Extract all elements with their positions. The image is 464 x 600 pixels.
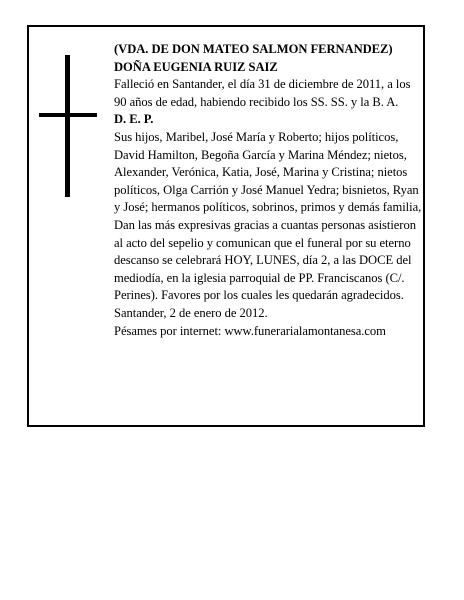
family-paragraph: Sus hijos, Maribel, José María y Roberto; hijos políticos, David Hamilton, Begoña García y Marina Méndez; nietos, Alexander, Verónica, Katia, José, Marina y Cristina; nietos políticos, Olga Carrión y José Manuel Yedra; bisnietos, Ryan y José; hermanos políticos, sobrinos, primos y demás familia, — [114, 129, 422, 215]
deceased-name: DOÑA EUGENIA RUIZ SAIZ — [114, 59, 278, 74]
thanks-paragraph: Dan las más expresivas gracias a cuantas personas asistieron al acto del sepelio y comunican que el funeral por su eterno descanso se celebrará HOY, LUNES, día 2, a las DOCE del mediodía, en la iglesia parroquial de PP. Franciscanos (C/. Perines). Favores por los cuales les quedarán agradecidos. — [114, 217, 416, 303]
cross-horizontal-bar — [39, 113, 97, 117]
latin-cross-icon — [39, 55, 97, 197]
notice-text — [114, 41, 422, 340]
condolences-line: Pésames por internet: www.funerarialamontanesa.com — [114, 323, 386, 338]
place-date: Santander, 2 de enero de 2012. — [114, 305, 268, 320]
cross-vertical-bar — [65, 55, 70, 197]
obituary-notice — [27, 25, 425, 427]
widow-line: (VDA. DE DON MATEO SALMON FERNANDEZ) — [114, 42, 393, 56]
death-paragraph: Falleció en Santander, el día 31 de diciembre de 2011, a los 90 años de edad, habiendo recibido los SS. SS. y la B. A. — [114, 77, 411, 109]
rip-line: D. E. P. — [114, 112, 154, 127]
